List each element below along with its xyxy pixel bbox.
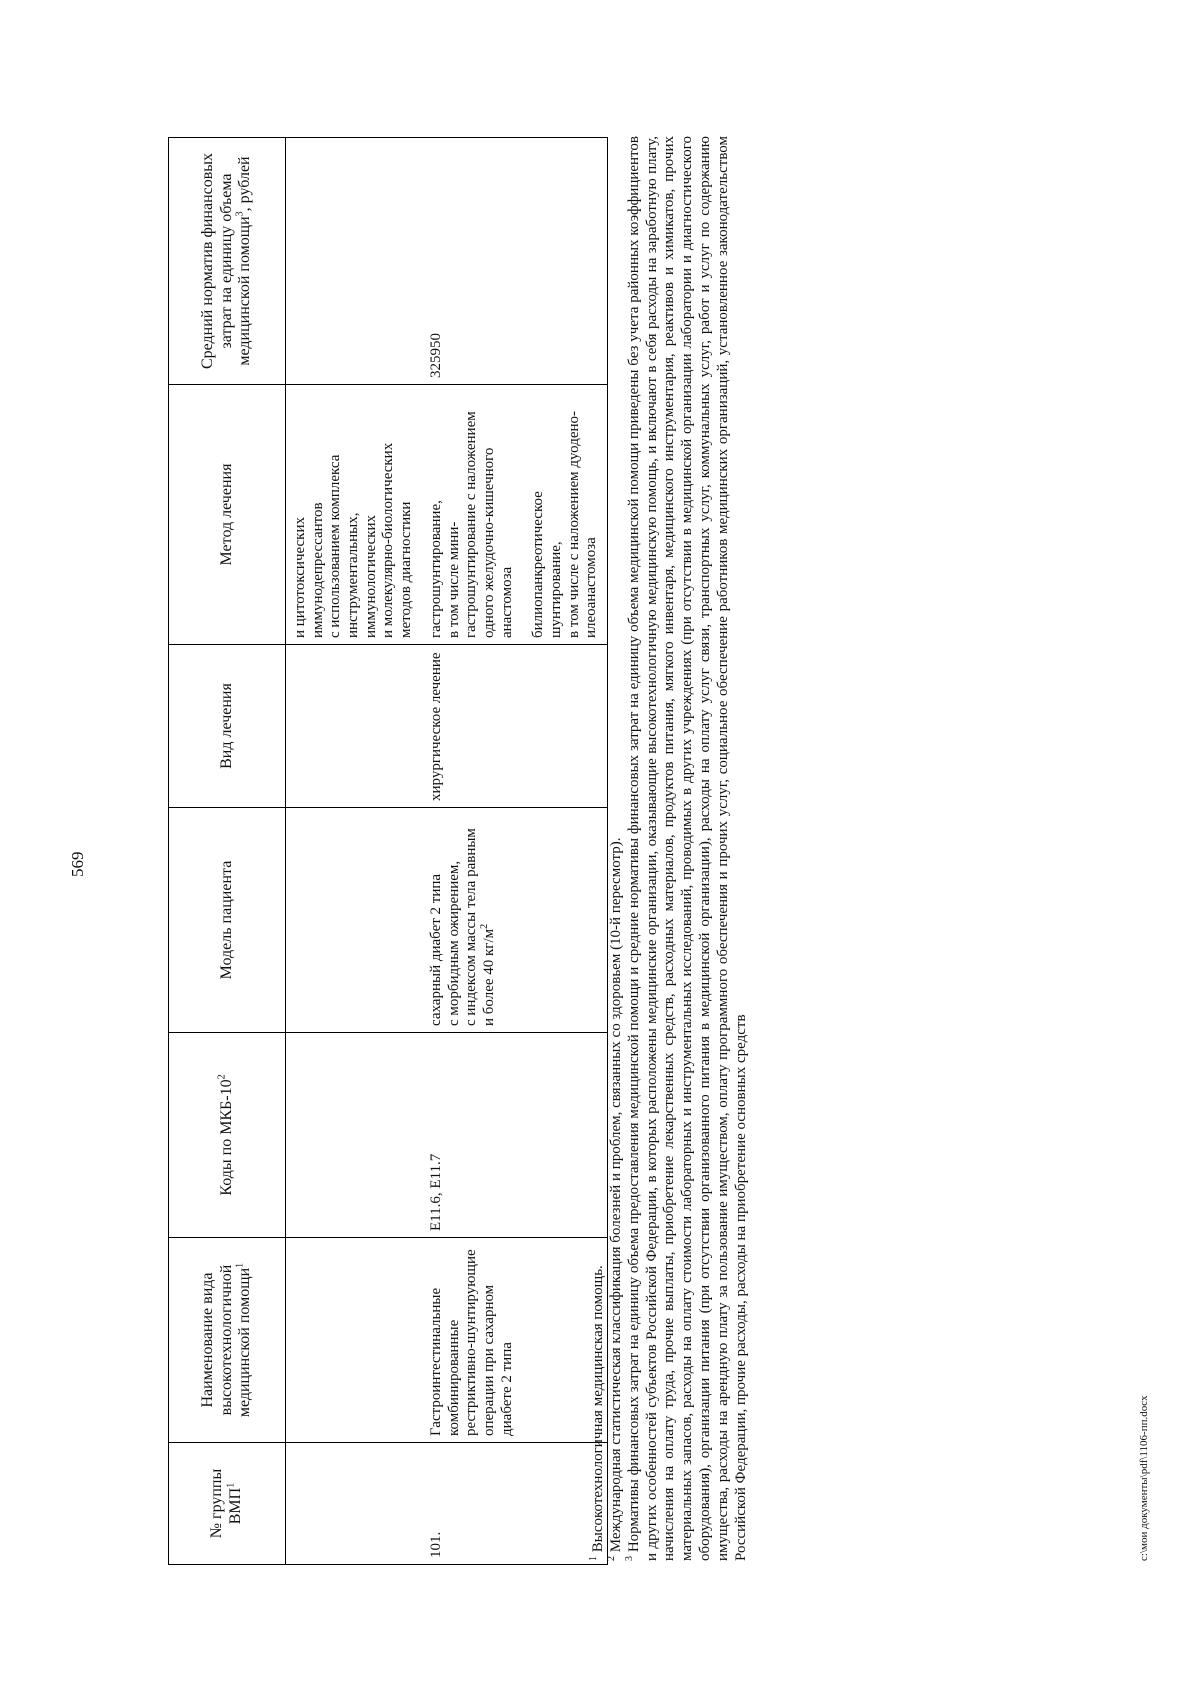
header-codes: Коды по МКБ-$10^2$ (169, 1033, 286, 1238)
vmp-table (168, 137, 608, 1565)
continuation-row (286, 138, 422, 1565)
cell-patient-model: сахарный диабет 2 типа с морбидным ожирением, с индексом массы тела равным и более 40 $кг/м^2$ (422, 808, 608, 1033)
footnote-3: $^3$ Нормативы финансовых затрат на единицу объема предоставления медицинской помощи и средние нормативы финансовых затрат на единицу объема медицинской помощи приведены без учета районных коэффициентов и других особенностей субъектов Российской Федерации, в которых расположены медицинские организации, оказывающие высокотехнологичную медицинскую помощь, и включают в себя расходы на заработную плату, начисления на оплату труда, прочие выплаты, приобретение лекарственных средств, расходных материалов, продуктов питания, мягкого инвентаря, медицинского инструментария, реактивов и химикатов, прочих материальных запасов, расходы на оплату стоимости лабораторных и инструментальных исследований, проводимых в других учреждениях (при отсутствии в медицинской организации лаборатории и диагностического оборудования), организации питания (при отсутствии организованного питания в медицинской организации), расходы на оплату услуг связи, транспортных услуг, коммунальных услуг, работ и услуг по содержанию имущества, расходы на арендную плату за пользование имуществом, оплату программного обеспечения и прочих услуг, социальное обеспечение работников медицинских организаций, установленное законодательством Российской Федерации, прочие расходы, расходы на приобретение основных средств (623, 136, 749, 1561)
method-option-2: билиопанкреотическое шунтирование, в том числе с наложением дуодено- илеоанастомоза (530, 410, 600, 638)
table-row (422, 138, 608, 1565)
header-cost: Средний норматив финансовых затрат на единицу объема медицинской помощи$^3$, рублей (169, 138, 286, 385)
header-treatment-type: Вид лечения (169, 645, 286, 808)
page-number: 569 (68, 851, 87, 877)
cell-name: Гастроинтестинальные комбинированные рестриктивно-шунтирующие операции при сахарном диабете 2 типа (422, 1238, 608, 1443)
cell-method (422, 385, 608, 645)
footnote-2: $^2$ Международная статистическая классификация болезней и проблем, связанных со здоровьем (10-й пересмотр). (605, 837, 624, 1561)
header-method: Метод лечения (169, 385, 286, 645)
cell-treatment-type: хирургическое лечение (422, 645, 608, 808)
footnotes (590, 136, 751, 1561)
file-path: c:\мои документы\pdf\1106-пп.docx (1138, 1395, 1150, 1561)
cell-cost: 325950 (422, 138, 608, 385)
continuation-method: и цитотоксических иммунодепрессантов с использованием комплекса инструментальных, иммунологических и молекулярно-биологических методов диагностики (286, 385, 422, 645)
method-option-1: гастрошунтирование, в том числе мини- гастрошунтирование с наложением одного желудочно-кишечного анастомоза (427, 411, 515, 638)
header-name: Наименование вида высокотехнологичной медицинской помощи$^1$ (169, 1238, 286, 1443)
header-patient-model: Модель пациента (169, 808, 286, 1033)
cell-group-number: 101. (422, 1443, 608, 1565)
footnote-1: $^1$ Высокотехнологичная медицинская помощь. (588, 1265, 606, 1561)
header-row (169, 138, 286, 1565)
header-group-number: № группы ВМП$^1$ (169, 1443, 286, 1565)
cell-codes: E11.6, E11.7 (422, 1033, 608, 1238)
